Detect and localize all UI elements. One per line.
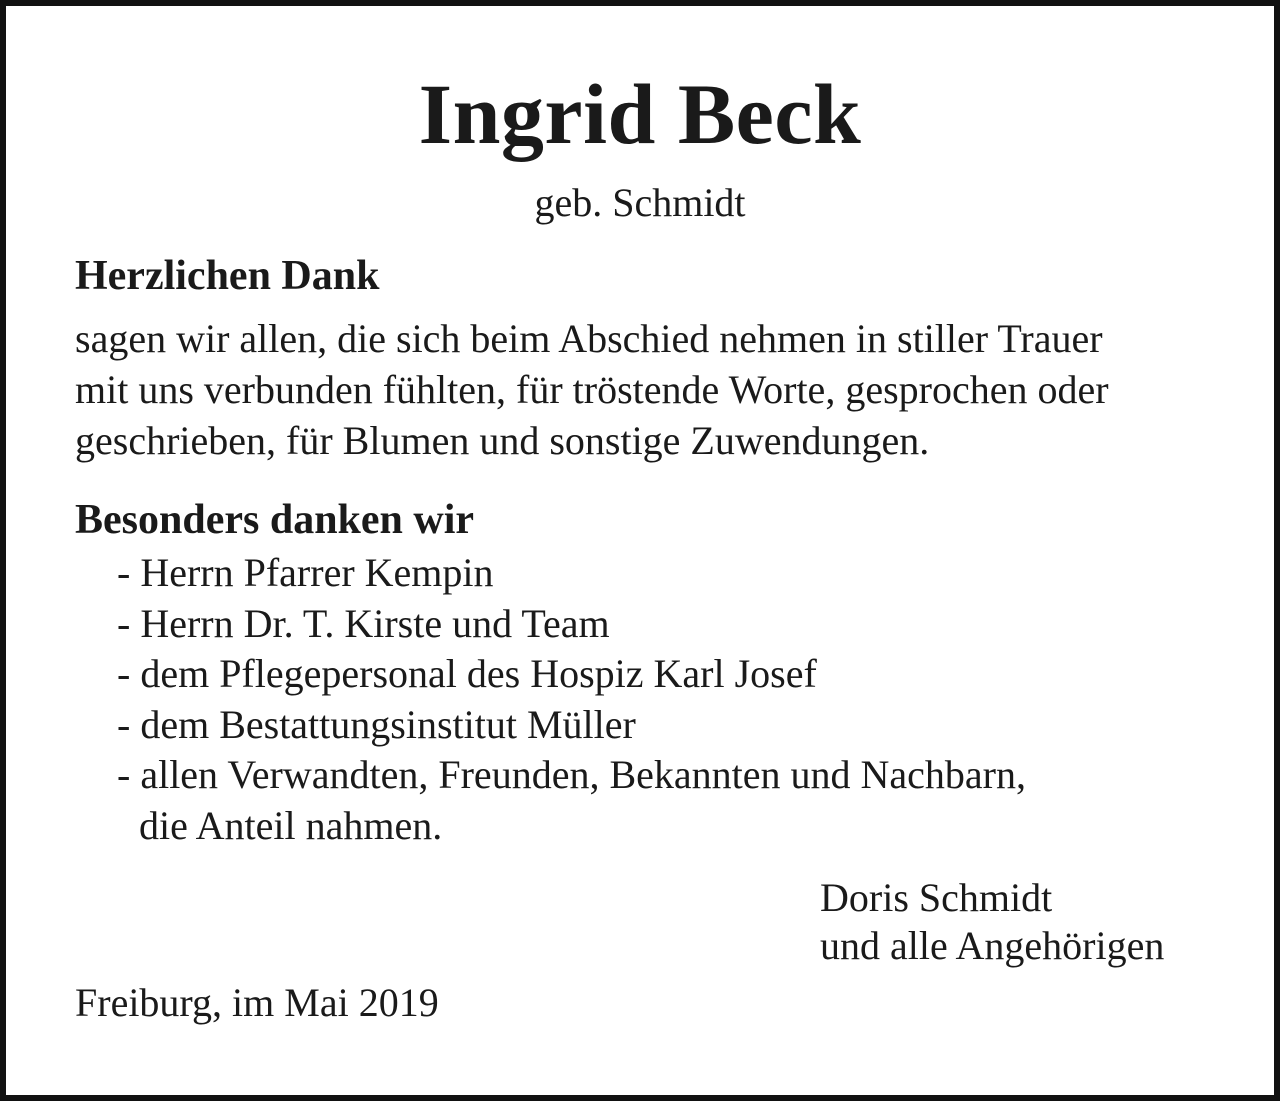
special-thanks-heading: Besonders danken wir bbox=[75, 497, 475, 543]
thanks-heading: Herzlichen Dank bbox=[75, 253, 380, 299]
list-item-continuation: die Anteil nahmen. bbox=[139, 802, 443, 848]
list-item: - Herrn Pfarrer Kempin bbox=[117, 550, 494, 595]
deceased-name: Ingrid Beck bbox=[418, 66, 862, 162]
place-date: Freiburg, im Mai 2019 bbox=[75, 980, 439, 1025]
list-item: - dem Bestattungsinstitut Müller bbox=[117, 701, 636, 747]
thanks-line: sagen wir allen, die sich beim Abschied nehmen in stiller Trauer bbox=[75, 316, 1103, 361]
thanks-line: geschrieben, für Blumen und sonstige Zuwendungen. bbox=[75, 418, 930, 463]
list-item: - Herrn Dr. T. Kirste und Team bbox=[117, 600, 610, 646]
maiden-name: geb. Schmidt bbox=[534, 180, 746, 225]
special-thanks-list bbox=[117, 548, 1026, 851]
signature-family: und alle Angehörigen bbox=[820, 923, 1165, 968]
thanks-line: mit uns verbunden fühlten, für tröstende Worte, gesprochen oder bbox=[75, 367, 1109, 412]
signature bbox=[820, 874, 1164, 970]
signature-name: Doris Schmidt bbox=[820, 875, 1053, 920]
list-item: - allen Verwandten, Freunden, Bekannten und Nachbarn, bbox=[117, 752, 1026, 797]
list-item: - dem Pflegepersonal des Hospiz Karl Josef bbox=[117, 651, 817, 696]
